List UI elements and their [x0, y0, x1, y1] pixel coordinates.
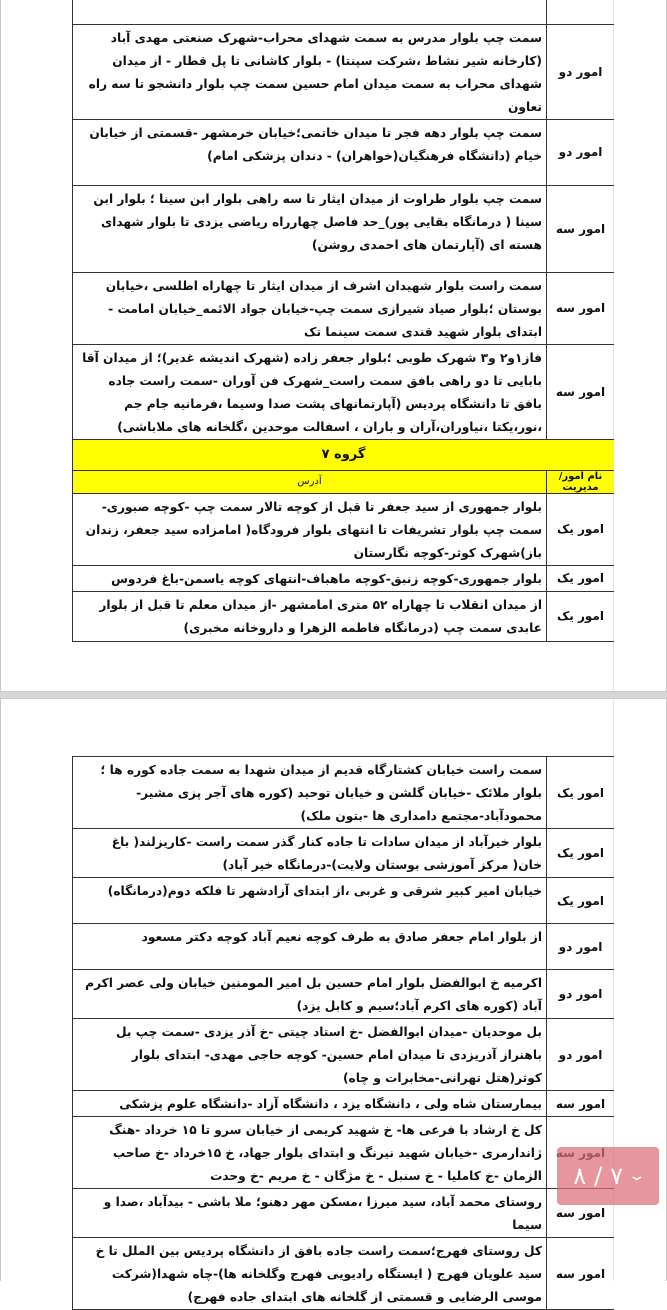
unit-cell: امور دو	[547, 924, 615, 970]
table-row	[73, 924, 615, 970]
table-row	[73, 878, 615, 924]
unit-cell: امور سه	[547, 1238, 615, 1310]
group-header-row	[73, 470, 615, 493]
table-row	[73, 344, 615, 439]
table-row	[73, 970, 615, 1019]
unit-cell: امور یک	[547, 591, 615, 641]
unit-cell: امور سه	[547, 1189, 615, 1238]
address-cell: فاز۱و۲ و۳ شهرک طوبی ؛بلوار جعفر زاده (شهرک اندیشه غدیر)؛ از میدان آقا بابایی تا دو راهی بافق سمت راست_شهرک فن آوران -سمت راست جاده بافق تا دانشگاه پردیس (آپارتمانهای پشت صدا وسیما ،فرمانیه جام جم ،نور،یکتا ،نیاوران،آران و باران ، اسفالت موحدین ،گلخانه های ملاباشی)	[73, 344, 547, 439]
table-row	[73, 1117, 615, 1189]
page-indicator-button[interactable]	[557, 1147, 659, 1205]
address-cell: سمت چپ بلوار مدرس به سمت شهدای محراب-شهرک صنعتی مهدی آباد (کارخانه شیر نشاط ،شرکت سپنتا) - بلوار کاشانی تا پل قطار - از میدان شهدای محراب به سمت میدان امام حسین سمت چپ بلوار دانشجو تا سه راه تعاون	[73, 24, 547, 119]
table-row	[73, 185, 615, 272]
address-cell: اکرمیه خ ابوالفضل بلوار امام حسین بل امیر المومنین خیابان ولی عصر اکرم آباد (کوره های اکرم آباد؛سیم و کابل یزد)	[73, 970, 547, 1019]
page-current: ۷	[610, 1162, 624, 1190]
address-cell: بلوار جمهوری-کوچه زنبق-کوچه ماهباف-انتهای کوچه یاسمن-باغ فردوس	[73, 565, 547, 591]
unit-cell: امور سه	[547, 1091, 615, 1117]
page-total: ۸	[573, 1162, 587, 1190]
table-row	[73, 591, 615, 641]
group-title-row	[73, 439, 615, 470]
address-cell: سمت راست خیابان کشتارگاه قدیم از میدان شهدا به سمت جاده کوره ها ؛بلوار ملائک -خیابان گلشن و خیابان توحید (کوره های آجر پزی مشیر-محمودآباد-مجتمع دامداری ها -بتون ملک)	[73, 757, 547, 829]
unit-cell	[547, 0, 615, 24]
address-cell: بیمارستان شاه ولی ، دانشگاه یزد ، دانشگاه آزاد -دانشگاه علوم پزشکی	[73, 1091, 547, 1117]
address-cell: بلوار جمهوری از سید جعفر تا قبل از کوچه تالار سمت چپ -کوچه صبوری-سمت چپ بلوار تشریفات تا انتهای بلوار فرودگاه( امامزاده سید جعفر، زندان باز)شهرک کوثر-کوچه نگارستان	[73, 493, 547, 565]
unit-cell: امور یک	[547, 757, 615, 829]
unit-cell: امور سه	[547, 272, 615, 344]
group-title: گروه ۷	[73, 439, 615, 470]
table-row	[73, 757, 615, 829]
table-row	[73, 119, 615, 185]
address-cell: بل موحدیان -میدان ابوالفضل -خ استاد چیتی -خ آذر یزدی -سمت چپ بل باهنراز آذریزدی تا میدان امام حسین- کوچه حاجی مهدی- ابتدای بلوار کوثر(هتل تهرانی-مخابرات و چاه)	[73, 1019, 547, 1091]
unit-cell: امور دو	[547, 119, 615, 185]
table-row	[73, 272, 615, 344]
unit-cell: امور یک	[547, 493, 615, 565]
unit-cell: امور دو	[547, 1019, 615, 1091]
unit-cell: امور سه	[547, 344, 615, 439]
address-cell: از میدان انقلاب تا چهاراه ۵۲ متری امامشهر -از میدان معلم تا قبل از بلوار عابدی سمت چپ (درمانگاه فاطمه الزهرا و داروخانه مخبری)	[73, 591, 547, 641]
unit-cell: امور یک	[547, 565, 615, 591]
page-separator-glyph: /	[594, 1162, 603, 1190]
table-row	[73, 0, 615, 24]
chevron-down-icon[interactable]: ⌄	[627, 1168, 647, 1184]
column-header-unit: نام امور/مدیریت	[547, 470, 615, 493]
table-row	[73, 1019, 615, 1091]
address-table-page-1	[72, 0, 614, 642]
address-cell: خیابان امیر کبیر شرقی و غربی ،از ابتدای آزادشهر تا فلکه دوم(درمانگاه)	[73, 878, 547, 924]
unit-cell: امور یک	[547, 829, 615, 878]
unit-cell: امور دو	[547, 970, 615, 1019]
unit-cell: امور دو	[547, 24, 615, 119]
address-cell: بلوار خیرآباد از میدان سادات تا جاده کنار گذر سمت راست -کاریزلند( باغ خان( مرکز آموزشی بوستان ولایت)-درمانگاه خیر آباد)	[73, 829, 547, 878]
table-row	[73, 829, 615, 878]
unit-cell: امور سه	[547, 185, 615, 272]
unit-cell: امور یک	[547, 878, 615, 924]
address-table-page-2	[72, 756, 614, 1310]
table-row	[73, 493, 615, 565]
address-cell: کل خ ارشاد با فرعی ها- خ شهید کریمی از خیابان سرو تا ۱۵ خرداد -هنگ ژاندارمری -خیابان شهید نیرنگ و ابتدای بلوار جهاد، خ ۱۵خرداد -خ صاحب الزمان -خ کاملیا - خ سنبل - خ مژگان - خ مریم -خ وحدت	[73, 1117, 547, 1189]
address-cell: کل روستای فهرج؛سمت راست جاده بافق از دانشگاه پردیس بین الملل تا خ سید علویان فهرج ( ایستگاه رادیویی فهرج وگلخانه ها)-چاه شهدا(شرکت موسی الرضایی و قسمتی از گلخانه های ابتدای جاده فهرج)	[73, 1238, 547, 1310]
table-row	[73, 1091, 615, 1117]
table-row	[73, 1189, 615, 1238]
address-cell: سمت چپ بلوار طراوت از میدان ایثار تا سه راهی بلوار ابن سینا ؛ بلوار ابن سینا ( درمانگاه بقایی پور)_حد فاصل چهارراه ریاضی یزدی تا بلوار شهدای هسته ای (آپارتمان های احمدی روشن)	[73, 185, 547, 272]
table-row	[73, 24, 615, 119]
column-header-address: آدرس	[73, 470, 547, 493]
address-cell: از بلوار امام جعفر صادق به طرف کوچه نعیم آباد کوچه دکتر مسعود	[73, 924, 547, 970]
address-cell: سمت چپ بلوار دهه فجر تا میدان خاتمی؛خیابان خرمشهر -قسمتی از خیابان خیام (دانشگاه فرهنگیان(خواهران) - دندان پزشکی امام)	[73, 119, 547, 185]
address-cell: سمت راست بلوار شهیدان اشرف از میدان ایثار تا چهاراه اطلسی ،خیابان بوستان ؛بلوار صیاد شیرازی سمت چپ-خیابان جواد الائمه_خیابان امامت - ابتدای بلوار شهید قندی سمت سینما تک	[73, 272, 547, 344]
table-row	[73, 565, 615, 591]
table-row	[73, 1238, 615, 1310]
address-cell	[73, 0, 547, 24]
address-cell: روستای محمد آباد، سید میرزا ،مسکن مهر دهنو؛ ملا باشی - بیدآباد ،صدا و سیما	[73, 1189, 547, 1238]
